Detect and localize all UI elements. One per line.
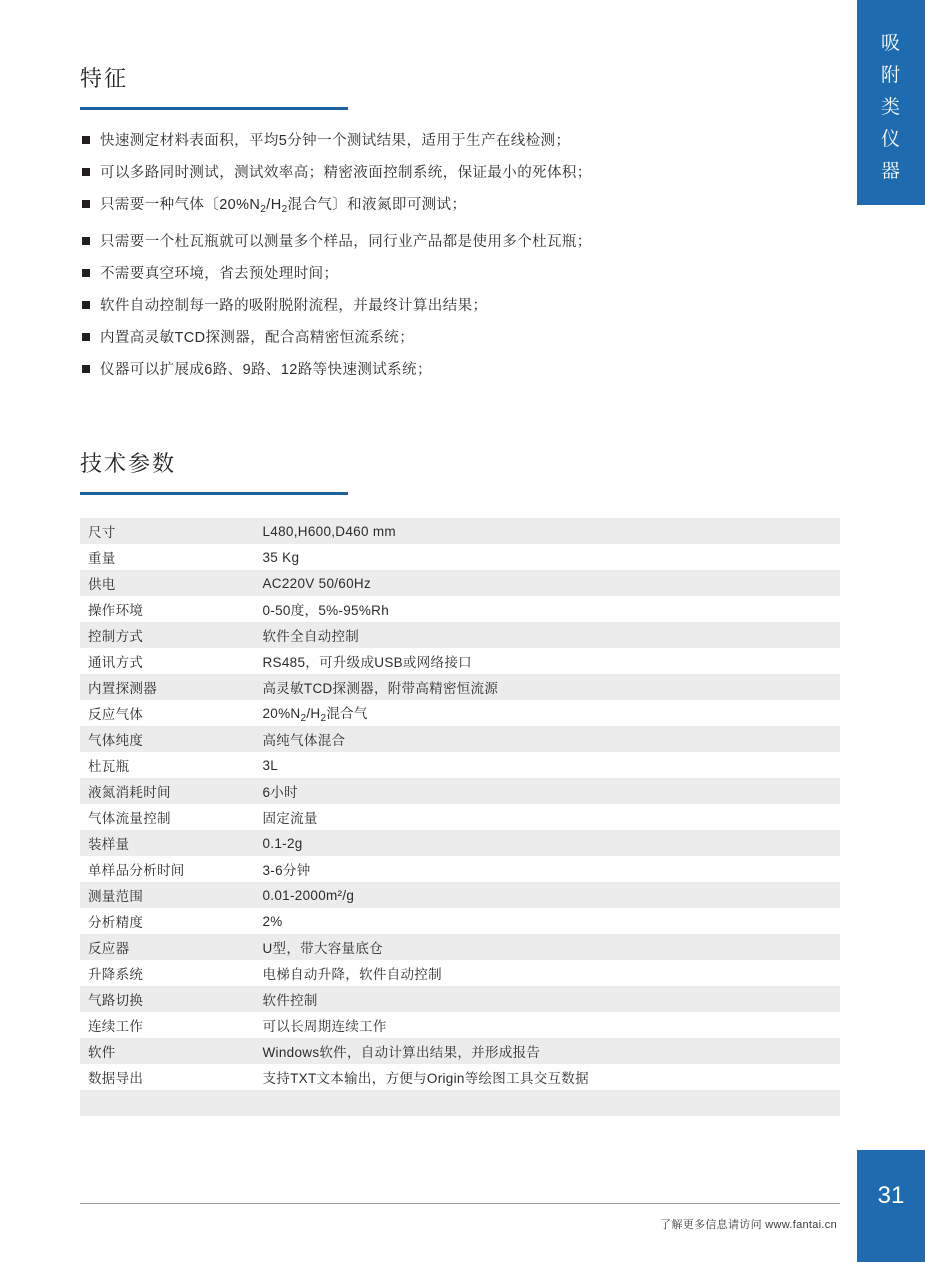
table-row bbox=[80, 856, 840, 882]
features-title-rule bbox=[80, 107, 348, 110]
features-title: 特征 bbox=[80, 66, 129, 91]
side-tab-label bbox=[857, 28, 925, 188]
features-list bbox=[82, 125, 822, 386]
table-row bbox=[80, 544, 840, 570]
spec-key: 操作环境 bbox=[88, 603, 144, 618]
spec-key: 供电 bbox=[88, 577, 116, 592]
spec-key: 装样量 bbox=[88, 837, 130, 852]
spec-key: 数据导出 bbox=[88, 1071, 144, 1086]
feature-text: 内置高灵敏TCD探测器，配合高精密恒流系统； bbox=[100, 330, 415, 346]
table-row bbox=[80, 596, 840, 622]
table-row bbox=[80, 752, 840, 778]
spec-key: 分析精度 bbox=[88, 915, 144, 930]
spec-key: 杜瓦瓶 bbox=[88, 759, 130, 774]
spec-key: 反应气体 bbox=[88, 707, 144, 722]
square-bullet-icon bbox=[82, 237, 90, 245]
spec-value: RS485，可升级成USB或网络接口 bbox=[262, 655, 472, 670]
specs-title: 技术参数 bbox=[80, 451, 177, 476]
spec-value: 2% bbox=[262, 913, 283, 929]
table-row bbox=[80, 908, 840, 934]
spec-key bbox=[80, 1090, 255, 1116]
spec-value: 固定流量 bbox=[262, 811, 318, 826]
list-item bbox=[82, 290, 822, 322]
table-row bbox=[80, 1012, 840, 1038]
table-row bbox=[80, 960, 840, 986]
table-row bbox=[80, 1064, 840, 1090]
spec-value: Windows软件，自动计算出结果，并形成报告 bbox=[262, 1045, 541, 1060]
spec-value: AC220V 50/60Hz bbox=[262, 575, 372, 591]
side-tab-char-5: 器 bbox=[880, 161, 901, 182]
table-row bbox=[80, 986, 840, 1012]
spec-value: 软件控制 bbox=[262, 993, 318, 1008]
specs-section-header bbox=[80, 447, 348, 495]
square-bullet-icon bbox=[82, 301, 90, 309]
table-row bbox=[80, 804, 840, 830]
feature-text: 快速测定材料表面积，平均5分钟一个测试结果，适用于生产在线检测； bbox=[100, 133, 571, 149]
table-row bbox=[80, 934, 840, 960]
list-item bbox=[82, 322, 822, 354]
spec-key: 气体流量控制 bbox=[88, 811, 171, 826]
square-bullet-icon bbox=[82, 200, 90, 208]
spec-key: 连续工作 bbox=[88, 1019, 144, 1034]
spec-key: 测量范围 bbox=[88, 889, 144, 904]
square-bullet-icon bbox=[82, 168, 90, 176]
table-row bbox=[80, 700, 840, 726]
spec-value: 0.1-2g bbox=[262, 835, 303, 851]
side-tab-char-2: 附 bbox=[880, 65, 901, 86]
table-row bbox=[80, 518, 840, 544]
spec-value: $20\%N_2/H_2$混合气 bbox=[262, 706, 368, 724]
footer-note: 了解更多信息请访问 www.fantai.cn bbox=[660, 1219, 837, 1231]
spec-key: 内置探测器 bbox=[88, 681, 157, 696]
spec-key: 单样品分析时间 bbox=[88, 863, 185, 878]
spec-value: 软件全自动控制 bbox=[262, 629, 360, 644]
feature-text: 可以多路同时测试，测试效率高；精密液面控制系统，保证最小的死体积； bbox=[100, 165, 592, 181]
table-row bbox=[80, 674, 840, 700]
spec-value: 高灵敏TCD探测器，附带高精密恒流源 bbox=[262, 681, 499, 696]
table-row bbox=[80, 622, 840, 648]
table-row bbox=[80, 882, 840, 908]
square-bullet-icon bbox=[82, 365, 90, 373]
spec-key: 气路切换 bbox=[88, 993, 144, 1008]
spec-value: 0-50度，5%-95%Rh bbox=[262, 603, 390, 618]
spec-key: 液氮消耗时间 bbox=[88, 785, 171, 800]
feature-text: 软件自动控制每一路的吸附脱附流程，并最终计算出结果； bbox=[100, 298, 488, 314]
spec-value: 6小时 bbox=[262, 785, 298, 800]
side-tab bbox=[857, 0, 925, 205]
page-number: 31 bbox=[877, 1182, 905, 1209]
spec-value: L480,H600,D460 mm bbox=[262, 523, 396, 539]
list-item bbox=[82, 125, 822, 157]
spec-value: 支持TXT文本输出，方便与Origin等绘图工具交互数据 bbox=[262, 1071, 589, 1086]
spec-key: 软件 bbox=[88, 1045, 116, 1060]
side-tab-char-3: 类 bbox=[880, 97, 901, 118]
specs-table bbox=[80, 518, 840, 1116]
list-item bbox=[82, 258, 822, 290]
list-item bbox=[82, 226, 822, 258]
spec-key: 尺寸 bbox=[88, 525, 116, 540]
feature-text: 仪器可以扩展成6路、9路、12路等快速测试系统； bbox=[100, 362, 432, 378]
table-row bbox=[80, 570, 840, 596]
specs-title-rule bbox=[80, 492, 348, 495]
spec-key: 气体纯度 bbox=[88, 733, 144, 748]
spec-value: 可以长周期连续工作 bbox=[262, 1019, 387, 1034]
spec-value: 电梯自动升降，软件自动控制 bbox=[262, 967, 442, 982]
list-item bbox=[82, 157, 822, 189]
features-section-header bbox=[80, 62, 348, 110]
table-row bbox=[80, 1090, 840, 1116]
feature-text: 不需要真空环境，省去预处理时间； bbox=[100, 266, 339, 282]
spec-key: 反应器 bbox=[88, 941, 130, 956]
spec-value: 35 Kg bbox=[262, 549, 300, 565]
spec-value bbox=[255, 1090, 841, 1116]
feature-text: 只需要一个杜瓦瓶就可以测量多个样品，同行业产品都是使用多个杜瓦瓶； bbox=[100, 234, 592, 250]
table-row bbox=[80, 778, 840, 804]
spec-key: 重量 bbox=[88, 551, 116, 566]
table-row bbox=[80, 1038, 840, 1064]
table-row bbox=[80, 648, 840, 674]
spec-key: 控制方式 bbox=[88, 629, 144, 644]
side-tab-char-4: 仪 bbox=[880, 129, 901, 150]
feature-text: 只需要一种气体〔$20\%N_2/H_2$混合气〕和液氮即可测试； bbox=[100, 197, 467, 215]
spec-value: 0.01-2000m²/g bbox=[262, 887, 355, 903]
spec-value: U型，带大容量底仓 bbox=[262, 941, 383, 956]
square-bullet-icon bbox=[82, 136, 90, 144]
table-row bbox=[80, 830, 840, 856]
spec-value: 高纯气体混合 bbox=[262, 733, 346, 748]
spec-key: 升降系统 bbox=[88, 967, 144, 982]
square-bullet-icon bbox=[82, 333, 90, 341]
spec-key: 通讯方式 bbox=[88, 655, 144, 670]
list-item bbox=[82, 189, 822, 226]
spec-value: 3L bbox=[262, 757, 279, 773]
table-row bbox=[80, 726, 840, 752]
list-item bbox=[82, 354, 822, 386]
square-bullet-icon bbox=[82, 269, 90, 277]
spec-value: 3-6分钟 bbox=[262, 863, 311, 878]
footer-divider bbox=[80, 1203, 840, 1204]
side-tab-char-1: 吸 bbox=[880, 33, 901, 54]
